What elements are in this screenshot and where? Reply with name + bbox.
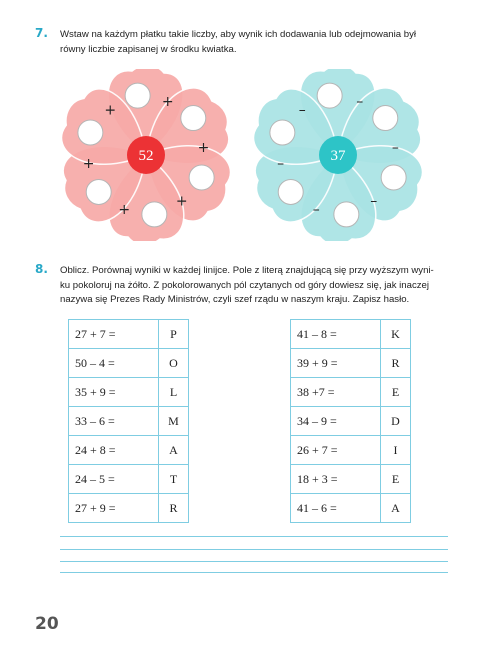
equation-row xyxy=(69,494,189,523)
equation-row xyxy=(291,465,411,494)
letter-cell[interactable]: M xyxy=(159,407,189,436)
equation-row xyxy=(69,378,189,407)
equation-row xyxy=(69,407,189,436)
equation-expression[interactable]: 38 +7 = xyxy=(291,378,381,407)
operator-sign: + xyxy=(118,201,131,218)
equation-row xyxy=(291,378,411,407)
equation-row xyxy=(291,320,411,349)
operator-sign: + xyxy=(161,94,174,111)
page-number: 20 xyxy=(35,614,59,634)
operator-sign: – xyxy=(356,94,364,111)
task-7-instruction xyxy=(60,28,416,57)
equation-expression[interactable]: 39 + 9 = xyxy=(291,349,381,378)
equation-expression[interactable]: 33 – 6 = xyxy=(69,407,159,436)
operator-sign: – xyxy=(370,193,378,210)
answer-line[interactable] xyxy=(60,536,448,537)
equation-expression[interactable]: 34 – 9 = xyxy=(291,407,381,436)
operator-sign: + xyxy=(197,139,210,156)
equation-expression[interactable]: 35 + 9 = xyxy=(69,378,159,407)
task-8-instruction xyxy=(60,264,434,308)
instruction-line: Oblicz. Porównaj wyniki w każdej linijce. Pole z literą znajdującą się przy wyższym wyni- xyxy=(60,265,434,276)
answer-circle[interactable] xyxy=(125,83,150,108)
answer-circle[interactable] xyxy=(317,83,342,108)
task-8-number: 8. xyxy=(35,262,48,276)
equation-row xyxy=(291,407,411,436)
answer-circle[interactable] xyxy=(181,106,206,131)
letter-cell[interactable]: A xyxy=(381,494,411,523)
task-7-number: 7. xyxy=(35,26,48,40)
instruction-line: nazywa się Prezes Rady Ministrów, czyli szef rządu w naszym kraju. Zapisz hasło. xyxy=(60,294,410,305)
letter-cell[interactable]: T xyxy=(159,465,189,494)
operator-sign: – xyxy=(298,102,306,119)
equation-row xyxy=(291,494,411,523)
answer-circle[interactable] xyxy=(381,165,406,190)
equation-row xyxy=(69,320,189,349)
equation-row xyxy=(291,349,411,378)
answer-line[interactable] xyxy=(60,561,448,562)
answer-circle[interactable] xyxy=(270,120,295,145)
operator-sign: + xyxy=(82,156,95,173)
answer-circle[interactable] xyxy=(334,202,359,227)
answer-line[interactable] xyxy=(60,549,448,550)
right-equation-table xyxy=(290,319,411,523)
equation-expression[interactable]: 41 – 8 = xyxy=(291,320,381,349)
equation-row xyxy=(69,349,189,378)
operator-sign: + xyxy=(175,193,188,210)
center-number: 52 xyxy=(138,148,154,164)
instruction-line: ku pokoloruj na żółto. Z pokolorowanych pól czytanych od góry dowiesz się, jak inaczej xyxy=(60,279,430,291)
left-equation-table xyxy=(68,319,189,523)
answer-circle[interactable] xyxy=(278,179,303,204)
answer-circle[interactable] xyxy=(86,179,111,204)
answer-circle[interactable] xyxy=(189,165,214,190)
letter-cell[interactable]: R xyxy=(381,349,411,378)
equation-row xyxy=(69,436,189,465)
equation-expression[interactable]: 27 + 7 = xyxy=(69,320,159,349)
center-number: 37 xyxy=(330,148,346,164)
equation-expression[interactable]: 41 – 6 = xyxy=(291,494,381,523)
equation-row xyxy=(69,465,189,494)
equation-expression[interactable]: 24 – 5 = xyxy=(69,465,159,494)
answer-circle[interactable] xyxy=(142,202,167,227)
flower-subtraction xyxy=(252,69,424,241)
operator-sign: – xyxy=(277,156,285,173)
letter-cell[interactable]: I xyxy=(381,436,411,465)
flower-addition xyxy=(60,69,232,241)
letter-cell[interactable]: E xyxy=(381,465,411,494)
equation-expression[interactable]: 18 + 3 = xyxy=(291,465,381,494)
equation-expression[interactable]: 27 + 9 = xyxy=(69,494,159,523)
equation-expression[interactable]: 26 + 7 = xyxy=(291,436,381,465)
operator-sign: + xyxy=(104,102,117,119)
letter-cell[interactable]: K xyxy=(381,320,411,349)
answer-circle[interactable] xyxy=(373,106,398,131)
answer-line[interactable] xyxy=(60,572,448,573)
letter-cell[interactable]: E xyxy=(381,378,411,407)
operator-sign: – xyxy=(312,201,320,218)
operator-sign: – xyxy=(391,139,399,156)
answer-circle[interactable] xyxy=(78,120,103,145)
letter-cell[interactable]: R xyxy=(159,494,189,523)
letter-cell[interactable]: L xyxy=(159,378,189,407)
instruction-line: Wstaw na każdym płatku takie liczby, aby wynik ich dodawania lub odejmowania był xyxy=(60,29,417,40)
letter-cell[interactable]: O xyxy=(159,349,189,378)
equation-expression[interactable]: 50 – 4 = xyxy=(69,349,159,378)
letter-cell[interactable]: A xyxy=(159,436,189,465)
letter-cell[interactable]: D xyxy=(381,407,411,436)
equation-expression[interactable]: 24 + 8 = xyxy=(69,436,159,465)
letter-cell[interactable]: P xyxy=(159,320,189,349)
equation-row xyxy=(291,436,411,465)
instruction-line: równy liczbie zapisanej w środku kwiatka. xyxy=(60,43,237,55)
